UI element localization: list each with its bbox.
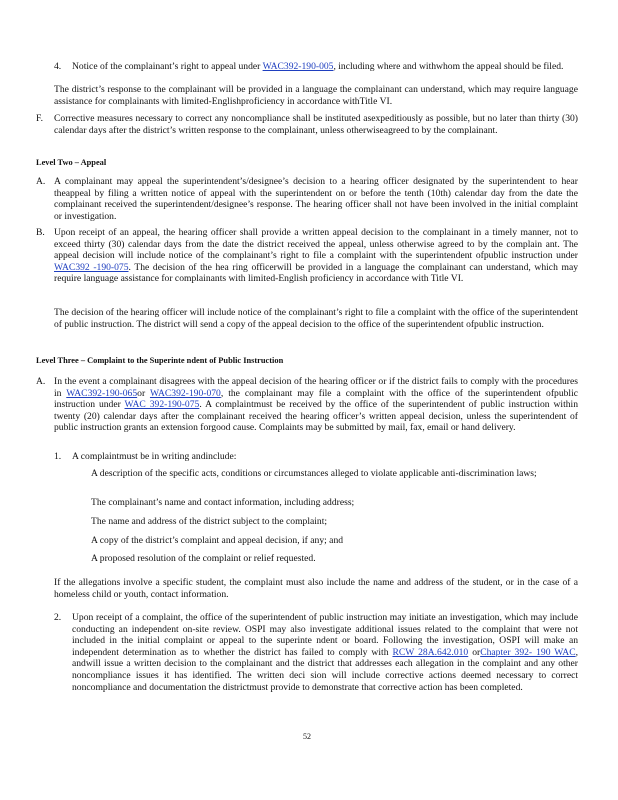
level-three-heading: Level Three – Complaint to the Superinte ndent of Public Instruction — [36, 356, 284, 365]
level-two-b-paragraph: Upon receipt of an appeal, the hearing officer shall provide a written appeal decision to the complainant in a timely manner, not to exceed thirty (30) calendar days from the date the district received the appeal, unless otherwise agreed to by the complain ant. The appeal decision will include notice of the complainant’s right to file a complaint with the superintendent ofpublic instruction under WAC392 -190-075. The decision of the hea ring officerwill be provided in a language the complainant can understand, which may require language assistance for complainants with limited-English proficiency in accordance with Title VI. — [54, 227, 579, 285]
list-number: 2. — [54, 612, 62, 623]
list-item: A copy of the district’s complaint and appeal decision, if any; and — [91, 535, 344, 546]
complaint-requirements-intro: A complaintmust be in writing andinclude: — [72, 451, 237, 462]
list-letter: F. — [36, 113, 43, 124]
list-letter: A. — [36, 376, 46, 387]
allegations-paragraph: If the allegations involve a specific student, the complaint must also include the name and address of the student, or in the case of a homeless child or youth, contact information. — [54, 577, 578, 600]
chapter-392-190-wac-link[interactable]: Chapter 392- 190 WAC — [480, 646, 576, 658]
list-number: 4. — [54, 61, 62, 72]
level-three-a-paragraph: In the event a complainant disagrees with the appeal decision of the hearing officer or if the district fails to comply with the procedures in WAC392-190-065or WAC392-190-070, the complainant may file a complaint with the office of the superintendent ofpublic instruction under WAC 392-190-075. A complaintmust be received by the office of the superintendent of public instruction within twenty (20) calendar days after the complainant received the hearing officer’s written appeal decision, unless the superintendent of public instruction grants an extension forgood cause. Complaints may be submitted by mail, fax, email or hand delivery. — [54, 376, 579, 434]
wac-392-190-005-link[interactable]: WAC392-190-005 — [262, 61, 334, 72]
hearing-officer-decision-paragraph: The decision of the hearing officer will include notice of the complainant’s right to file a complaint with the office of the superintendent of public instruction. The district will send a copy of the appeal decision to the office of the superintendent ofpublic instruction. — [54, 307, 578, 330]
wac-392-190-075-link[interactable]: WAC 392-190-075 — [124, 399, 200, 411]
wac-392-190-075-link[interactable]: WAC392 -190-075 — [54, 261, 129, 273]
district-response-paragraph: The district’s response to the complainant will be provided in a language the complainant can understand, which may require language assistance for complainants with limited-Englishproficiency in accordance withTitle VI. — [54, 84, 578, 107]
level-two-heading: Level Two – Appeal — [36, 158, 107, 167]
item-4-paragraph: Notice of the complainant’s right to appeal under WAC392-190-005, including where and withwhom the appeal should be filed. — [72, 61, 564, 72]
level-two-a-paragraph: A complainant may appeal the superintendent’s/designee’s decision to a hearing officer designated by the superintendent to hear theappeal by filing a written notice of appeal with the superintendent on or before the tenth (10th) calendar day from the date the complainant received the superintendent/designee’s response. The hearing officer shall not have been involved in the initial complaint or investigation. — [54, 176, 578, 222]
list-letter: B. — [36, 227, 45, 238]
list-item: A description of the specific acts, conditions or circumstances alleged to violate applicable anti-discrimination laws; — [91, 468, 537, 479]
corrective-measures-paragraph: Corrective measures necessary to correct any noncompliance shall be instituted asexpeditiously as possible, but no later than thirty (30) calendar days after the district’s written response to the complainant, unless otherwiseagreed to by the complainant. — [54, 113, 578, 136]
ospi-investigation-paragraph: Upon receipt of a complaint, the office of the superintendent of public instruction may initiate an investigation, which may include conducting an independent on-site review. OSPI may also investigate additional issues related to the complaint that were not included in the initial complaint or appeal to the superinte ndent or board. Following the investigation, OSPI will make an independent determination as to whether the district has failed to comply with RCW 28A.642.010 orChapter 392- 190 WAC, andwill issue a written decision to the complainant and the district that addresses each allegation in the complaint and any other noncompliance issues it has identified. The written deci sion will include corrective actions deemed necessary to correct noncompliance and documentation the districtmust provide to demonstrate that corrective action has been completed. — [72, 612, 579, 693]
list-number: 1. — [54, 451, 62, 462]
wac-392-190-070-link[interactable]: WAC392-190-070 — [149, 387, 221, 399]
list-item: A proposed resolution of the complaint or relief requested. — [91, 553, 316, 564]
page-number: 52 — [303, 732, 311, 741]
wac-392-190-065-link[interactable]: WAC392-190-065 — [66, 387, 138, 399]
rcw-28a-642-010-link[interactable]: RCW 28A.642.010 — [392, 646, 469, 658]
list-letter: A. — [36, 176, 46, 187]
list-item: The name and address of the district subject to the complaint; — [91, 516, 328, 527]
list-item: The complainant’s name and contact information, including address; — [91, 497, 355, 508]
